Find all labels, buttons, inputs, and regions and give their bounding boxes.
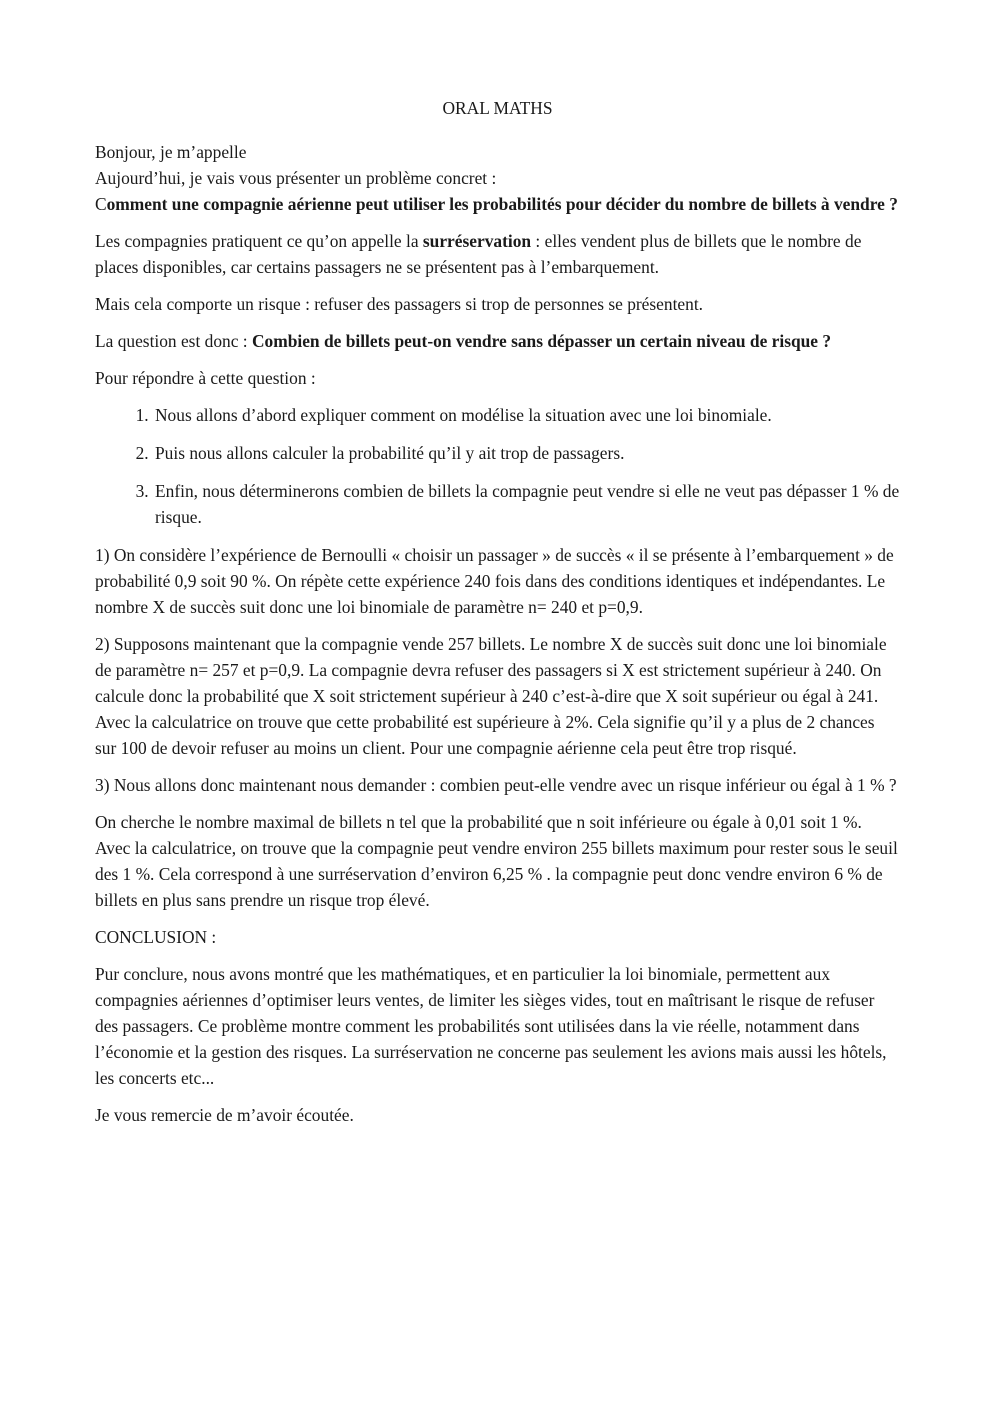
paragraph-part-3-answer: On cherche le nombre maximal de billets n tel que la probabilité que n soit inférieure ou égale à 0,01 soit 1 %. Avec la calculatrice, on trouve que la compagnie peut vendre environ 255 billets maximum pour rester sous le seuil des 1 %. Cela correspond à une surréservation d’environ 6,25 % . la compagnie peut donc vendre environ 6 % de billets en plus sans prendre un risque trop élevé. bbox=[95, 812, 898, 910]
list-item: 3. Enfin, nous déterminerons combien de billets la compagnie peut vendre si elle ne veut pas dépasser 1 % de risque. bbox=[153, 478, 900, 530]
plan-list bbox=[95, 402, 900, 530]
paragraph-overbooking bbox=[95, 228, 900, 280]
intro-announcement: Aujourd’hui, je vais vous présenter un problème concret : bbox=[95, 168, 497, 188]
overbooking-text-before: Les compagnies pratiquent ce qu’on appelle la bbox=[95, 231, 423, 251]
paragraph-risk: Mais cela comporte un risque : refuser des passagers si trop de personnes se présentent. bbox=[95, 294, 704, 314]
main-question-initial: C bbox=[95, 194, 107, 214]
question-bold: Combien de billets peut-on vendre sans dépasser un certain niveau de risque ? bbox=[251, 331, 832, 351]
list-item: 2. Puis nous allons calculer la probabilité qu’il y ait trop de passagers. bbox=[153, 440, 900, 466]
paragraph-part-2: 2) Supposons maintenant que la compagnie vende 257 billets. Le nombre X de succès suit donc une loi binomiale de paramètre n= 257 et p=0,9. La compagnie devra refuser des passagers si X est strictement supérieur à 240. On calcule donc la probabilité que X soit strictement supérieur à 240 c’est-à-dire que X soit supérieur ou égal à 241. Avec la calculatrice on trouve que cette probabilité est supérieure à 2%. Cela signifie qu’il y a plus de 2 chances sur 100 de devoir refuser au moins un client. Pour une compagnie aérienne cela peut être trop risqué. bbox=[95, 634, 887, 758]
overbooking-text-after: : elles vendent plus de billets que le nombre de places disponibles, car certains passagers ne se présentent pas à l’embarquement. bbox=[95, 231, 862, 277]
paragraph-part-1: 1) On considère l’expérience de Bernoulli « choisir un passager » de succès « il se présente à l’embarquement » de probabilité 0,9 soit 90 %. On répète cette expérience 240 fois dans des conditions identiques et indépendantes. Le nombre X de succès suit donc une loi binomiale de paramètre n= 240 et p=0,9. bbox=[95, 545, 894, 617]
intro-greeting: Bonjour, je m’appelle bbox=[95, 142, 247, 162]
document-title: ORAL MATHS bbox=[442, 98, 553, 118]
question-text-before: La question est donc : bbox=[95, 331, 252, 351]
paragraph-answer-intro: Pour répondre à cette question : bbox=[95, 368, 316, 388]
main-question bbox=[95, 191, 900, 217]
main-question-bold: omment une compagnie aérienne peut utiliser les probabilités pour décider du nombre de billets à vendre ? bbox=[106, 194, 898, 214]
paragraph-part-3: 3) Nous allons donc maintenant nous demander : combien peut-elle vendre avec un risque inférieur ou égal à 1 % ? bbox=[95, 775, 897, 795]
paragraph-conclusion: Pur conclure, nous avons montré que les mathématiques, et en particulier la loi binomiale, permettent aux compagnies aériennes d’optimiser leurs ventes, de limiter les sièges vides, tout en maîtrisant le risque de refuser des passagers. Ce problème montre comment les probabilités sont utilisées dans la vie réelle, notamment dans l’économie et la gestion des risques. La surréservation ne concerne pas seulement les avions mais aussi les hôtels, les concerts etc... bbox=[95, 964, 887, 1088]
conclusion-heading: CONCLUSION : bbox=[95, 927, 217, 947]
overbooking-keyword: surréservation bbox=[422, 231, 532, 251]
document-page bbox=[95, 95, 900, 1139]
list-item: 1. Nous allons d’abord expliquer comment on modélise la situation avec une loi binomiale. bbox=[153, 402, 900, 428]
closing-line: Je vous remercie de m’avoir écoutée. bbox=[95, 1105, 354, 1125]
paragraph-question bbox=[95, 328, 900, 354]
